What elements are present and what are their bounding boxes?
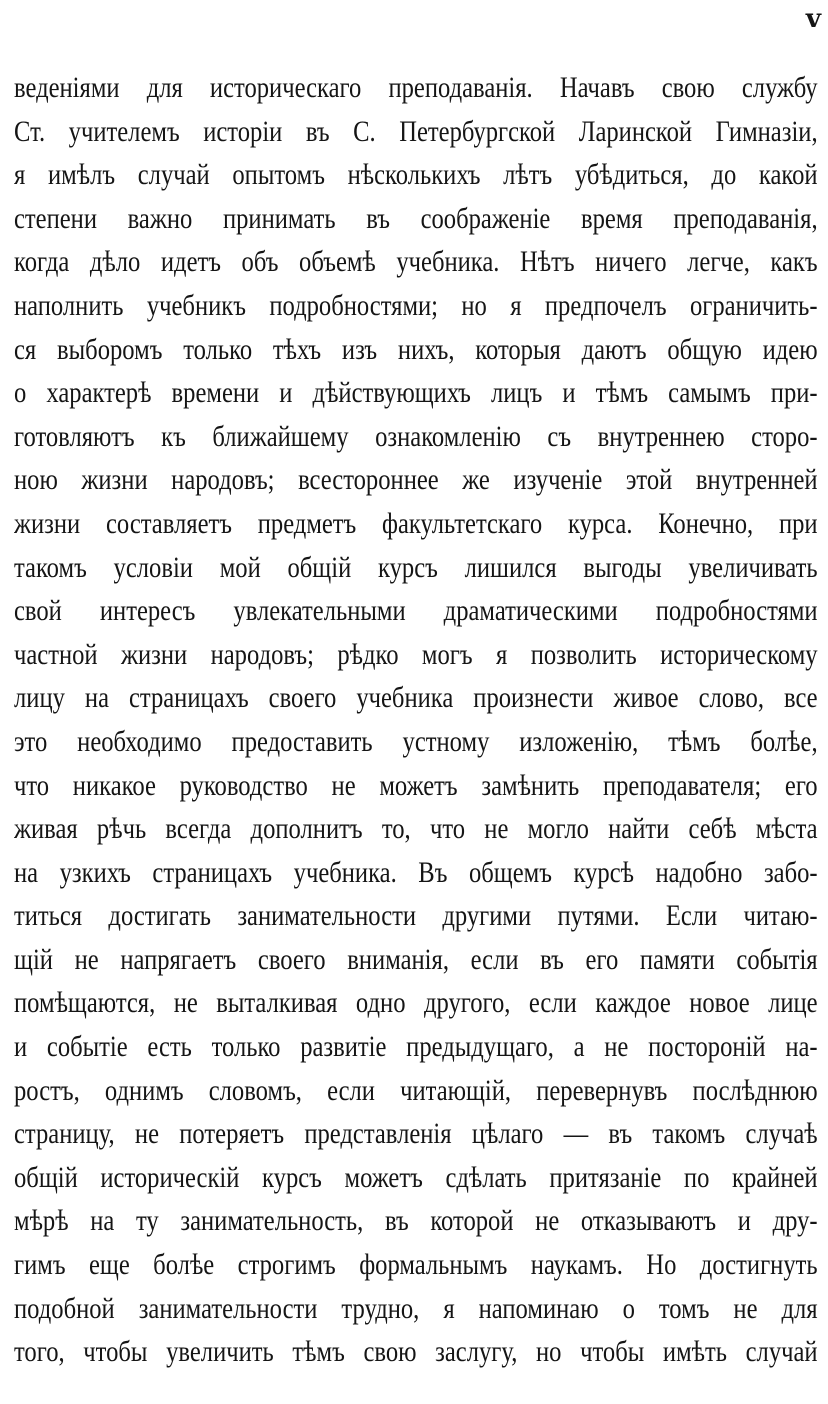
text-line: на узкихъ страницахъ учебника. Въ общемъ курсѣ надобно забо-: [14, 855, 818, 889]
text-line: титься достигать занимательности другими путями. Если читаю-: [14, 899, 818, 933]
text-line: я имѣлъ случай опытомъ нѣсколькихъ лѣтъ убѣдиться, до какой: [14, 158, 818, 192]
text-line: частной жизни народовъ; рѣдко могъ я позволить историческому: [14, 637, 818, 671]
text-line: что никакое руководство не можетъ замѣнить преподавателя; его: [14, 768, 818, 802]
text-line: ною жизни народовъ; всестороннее же изученiе этой внутренней: [14, 463, 818, 497]
text-line: живая рѣчь всегда дополнитъ то, что не могло найти себѣ мѣста: [14, 812, 818, 846]
text-line: щiй не напрягаетъ своего вниманiя, если въ его памяти событiя: [14, 942, 818, 976]
text-line: ся выборомъ только тѣхъ изъ нихъ, которыя даютъ общую идею: [14, 332, 818, 366]
text-line: того, чтобы увеличить тѣмъ свою заслугу, но чтобы имѣть случай: [14, 1335, 818, 1369]
text-line: мѣрѣ на ту занимательность, въ которой не отказываютъ и дру-: [14, 1204, 818, 1238]
text-line: лицу на страницахъ своего учебника произнести живое слово, все: [14, 681, 818, 715]
text-line: о характерѣ времени и дѣйствующихъ лицъ и тѣмъ самымъ при-: [14, 376, 818, 410]
text-line: веденiями для историческаго преподаванiя. Начавъ свою службу: [14, 71, 818, 104]
text-line: и событiе есть только развитiе предыдущаго, а не посторонiй на-: [14, 1030, 818, 1064]
page-number: v: [805, 4, 820, 34]
text-line: когда дѣло идетъ объ объемѣ учебника. Нѣтъ ничего легче, какъ: [14, 245, 818, 279]
text-line: наполнить учебникъ подробностями; но я предпочелъ ограничить-: [14, 288, 818, 322]
text-line: ростъ, однимъ словомъ, если читающiй, перевернувъ послѣднюю: [14, 1073, 818, 1107]
text-line: гимъ еще болѣе строгимъ формальнымъ наукамъ. Но достигнуть: [14, 1248, 818, 1282]
text-line: страницу, не потеряетъ представленiя цѣлаго — въ такомъ случаѣ: [14, 1117, 818, 1151]
text-line: общiй историческiй курсъ можетъ сдѣлать притязанiе по крайней: [14, 1160, 818, 1194]
text-line: такомъ условiи мой общiй курсъ лишился выгоды увеличивать: [14, 550, 818, 584]
text-line: свой интересъ увлекательными драматическими подробностями: [14, 594, 818, 628]
text-line: Ст. учителемъ исторiи въ С. Петербургской Ларинской Гимназiи,: [14, 114, 818, 148]
text-line: это необходимо предоставить устному изложенiю, тѣмъ болѣе,: [14, 724, 818, 758]
text-line: жизни составляетъ предметъ факультетскаго курса. Конечно, при: [14, 506, 818, 540]
text-line: степени важно принимать въ соображенiе время преподаванiя,: [14, 201, 818, 235]
text-line: подобной занимательности трудно, я напоминаю о томъ не для: [14, 1291, 818, 1325]
body-text: [14, 66, 818, 1374]
text-line: готовляютъ къ ближайшему ознакомленiю съ внутреннею сторо-: [14, 419, 818, 453]
text-line: помѣщаются, не выталкивая одно другого, если каждое новое лице: [14, 986, 818, 1020]
